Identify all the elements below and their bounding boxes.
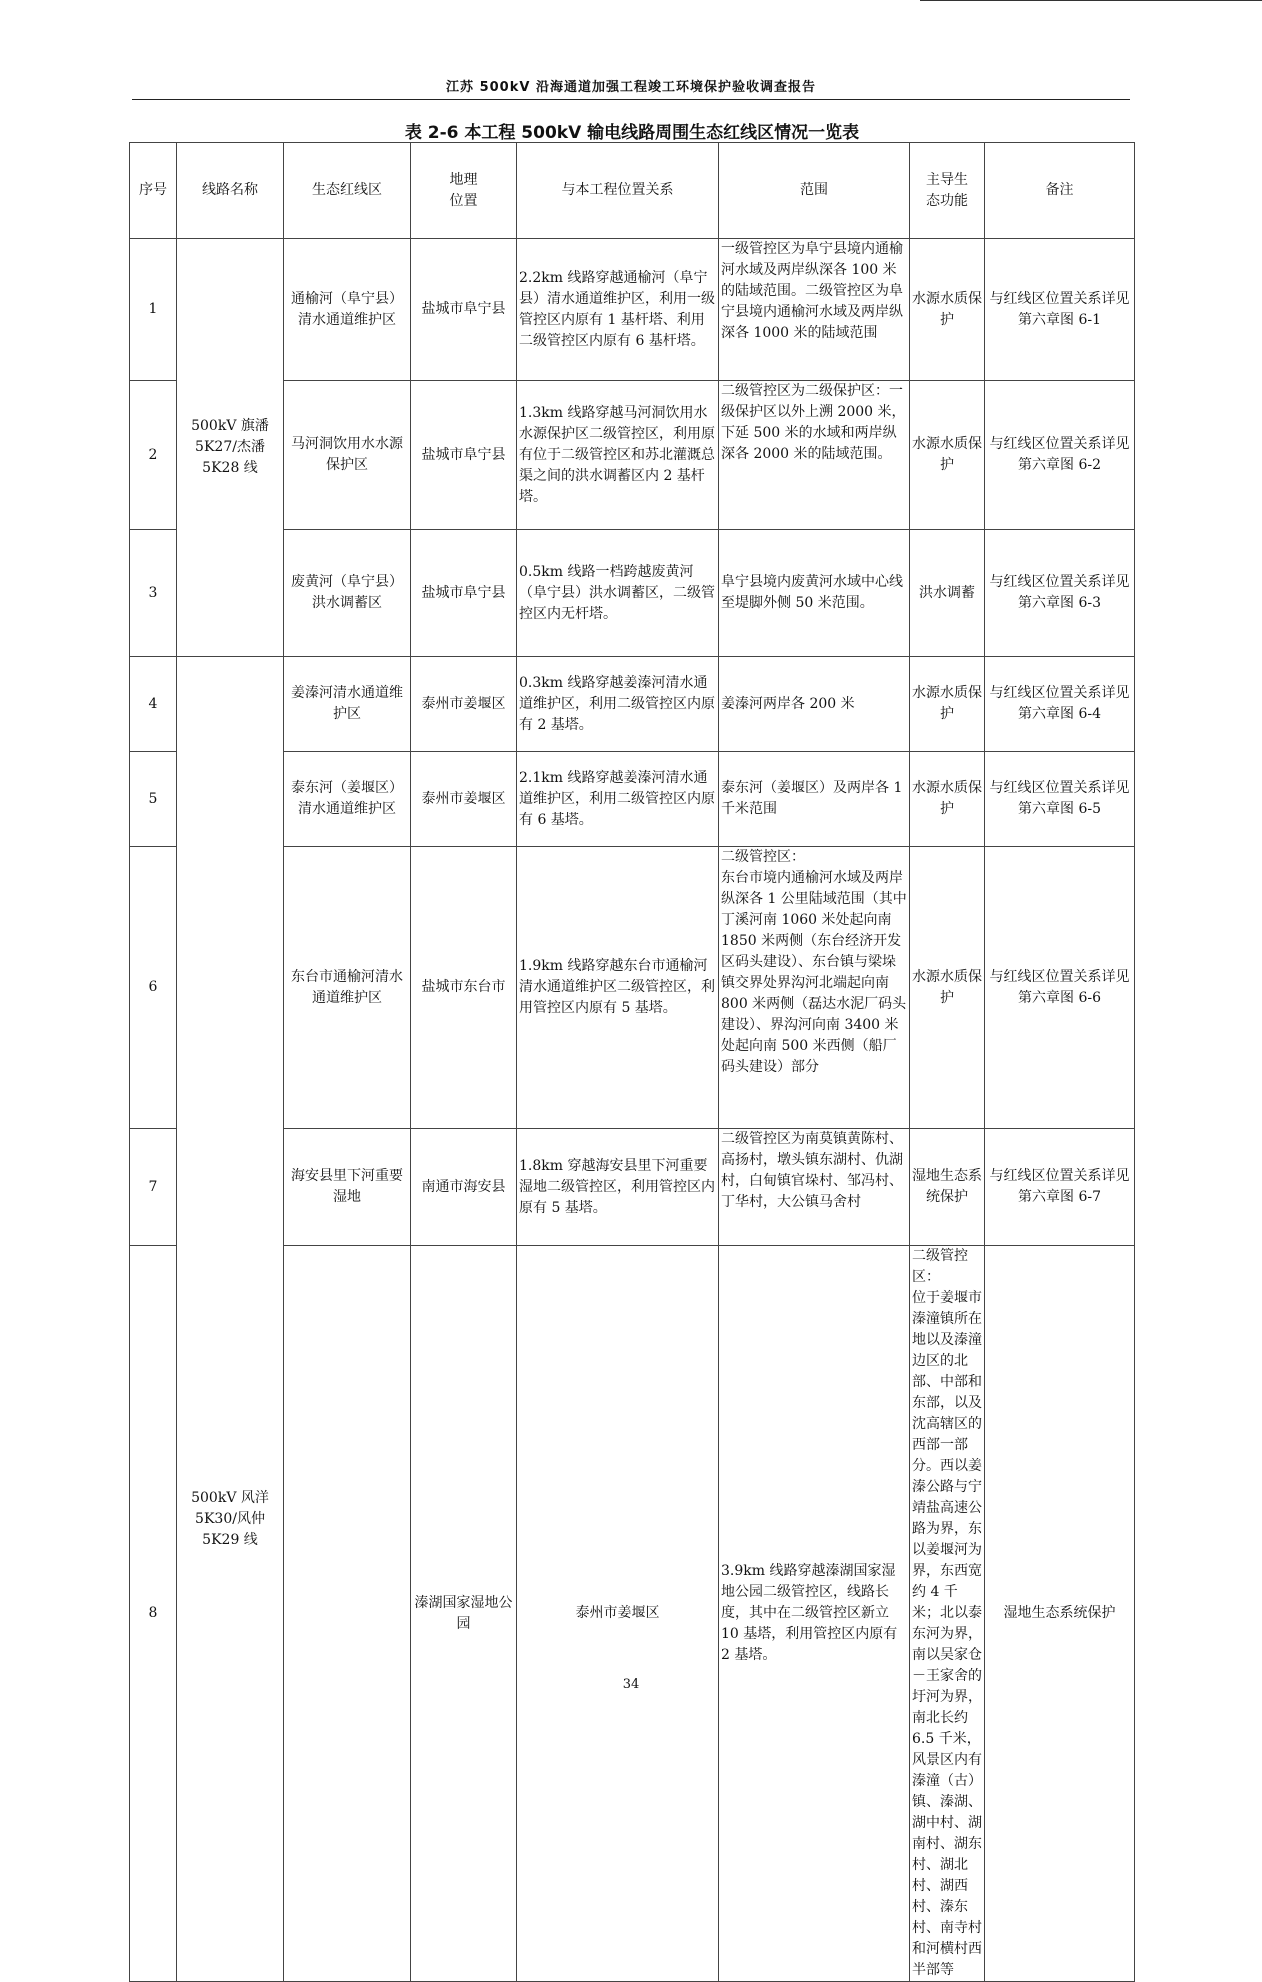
- cell-relation: 3.9km 线路穿越溱湖国家湿地公园二级管控区，线路长度，其中在二级管控区新立 10 基塔，利用管控区内原有 2 基塔。: [719, 1246, 910, 1982]
- cell-location: 盐城市阜宁县: [411, 530, 517, 657]
- cell-route-name: 500kV 风洋 5K30/风仲 5K29 线: [177, 657, 284, 1982]
- cell-relation: 2.2km 线路穿越通榆河（阜宁县）清水通道维护区，利用一级管控区内原有 1 基杆塔、利用二级管控区内原有 6 基杆塔。: [517, 239, 719, 381]
- column-header-location: 地理 位置: [411, 143, 517, 239]
- column-header-relation: 与本工程位置关系: [517, 143, 719, 239]
- column-header-no: 序号: [130, 143, 177, 239]
- cell-scope: 二级管控区： 位于姜堰市溱潼镇所在地以及溱潼边区的北部、中部和东部，以及沈高辖区的西部一部分。西以姜溱公路与宁靖盐高速公路为界，东以姜堰河为界，东西宽约 4 千米；北以泰东河为界，南以吴家仓－王家舍的圩河为界，南北长约 6.5 千米，风景区内有溱潼（古）镇、溱湖、湖中村、湖南村、湖东村、湖北村、湖西村、溱东村、南寺村和河横村西半部等: [910, 1246, 985, 1982]
- cell-remark: 与红线区位置关系详见第六章图 6-5: [985, 752, 1135, 847]
- cell-remark: 与红线区位置关系详见第六章图 6-1: [985, 239, 1135, 381]
- cell-scope: 泰东河（姜堰区）及两岸各 1 千米范围: [719, 752, 910, 847]
- cell-zone: 通榆河（阜宁县）清水通道维护区: [284, 239, 411, 381]
- cell-relation: 1.9km 线路穿越东台市通榆河清水通道维护区二级管控区，利用管控区内原有 5 基塔。: [517, 847, 719, 1129]
- cell-zone: 泰东河（姜堰区）清水通道维护区: [284, 752, 411, 847]
- cell-no: 6: [130, 847, 177, 1129]
- cell-relation: 0.5km 线路一档跨越废黄河（阜宁县）洪水调蓄区，二级管控区内无杆塔。: [517, 530, 719, 657]
- cell-function: 洪水调蓄: [910, 530, 985, 657]
- cell-zone: 溱湖国家湿地公园: [411, 1246, 517, 1982]
- cell-route-name-continued: [284, 1246, 411, 1982]
- cell-location: 盐城市阜宁县: [411, 239, 517, 381]
- column-header-remark: 备注: [985, 143, 1135, 239]
- column-header-route: 线路名称: [177, 143, 284, 239]
- cell-scope: 姜溱河两岸各 200 米: [719, 657, 910, 752]
- corner-rule: [920, 0, 1262, 1]
- cell-function: 水源水质保护: [910, 381, 985, 530]
- cell-remark: 与红线区位置关系详见第六章图 6-2: [985, 381, 1135, 530]
- report-header-title: 江苏 500kV 沿海通道加强工程竣工环境保护验收调查报告: [446, 80, 816, 95]
- cell-route-name: 500kV 旗潘 5K27/杰潘 5K28 线: [177, 239, 284, 657]
- cell-function: 水源水质保护: [910, 239, 985, 381]
- cell-remark: 与红线区位置关系详见第六章图 6-3: [985, 530, 1135, 657]
- cell-location: 泰州市姜堰区: [517, 1246, 719, 1982]
- cell-relation: 0.3km 线路穿越姜溱河清水通道维护区，利用二级管控区内原有 2 基塔。: [517, 657, 719, 752]
- cell-no: 8: [130, 1246, 177, 1982]
- cell-relation: 1.8km 穿越海安县里下河重要湿地二级管控区，利用管控区内原有 5 基塔。: [517, 1129, 719, 1246]
- table-header-row: [130, 143, 1135, 239]
- cell-zone: 马河洞饮用水水源保护区: [284, 381, 411, 530]
- cell-no: 7: [130, 1129, 177, 1246]
- cell-zone: 东台市通榆河清水通道维护区: [284, 847, 411, 1129]
- cell-remark: 与红线区位置关系详见第六章图 6-6: [985, 847, 1135, 1129]
- ecological-redline-table: [129, 142, 1134, 1982]
- cell-no: 3: [130, 530, 177, 657]
- cell-scope: 二级管控区为南莫镇黄陈村、高扬村，墩头镇东湖村、仇湖村，白甸镇官垛村、邹冯村、丁华村，大公镇马舍村: [719, 1129, 910, 1246]
- cell-remark: 与红线区位置关系详见第六章图 6-7: [985, 1129, 1135, 1246]
- cell-no: 5: [130, 752, 177, 847]
- header-rule: [132, 99, 1130, 100]
- column-header-function: 主导生 态功能: [910, 143, 985, 239]
- cell-no: 4: [130, 657, 177, 752]
- cell-zone: 废黄河（阜宁县）洪水调蓄区: [284, 530, 411, 657]
- cell-remark: 与红线区位置关系详见第六章图 6-4: [985, 657, 1135, 752]
- cell-location: 泰州市姜堰区: [411, 752, 517, 847]
- cell-function: 湿地生态系统保护: [910, 1129, 985, 1246]
- cell-function: 湿地生态系统保护: [985, 1246, 1135, 1982]
- cell-scope: 一级管控区为阜宁县境内通榆河水域及两岸纵深各 100 米的陆域范围。二级管控区为阜宁县境内通榆河水域及两岸纵深各 1000 米的陆域范围: [719, 239, 910, 381]
- cell-relation: 1.3km 线路穿越马河洞饮用水水源保护区二级管控区，利用原有位于二级管控区和苏北灌溉总渠之间的洪水调蓄区内 2 基杆塔。: [517, 381, 719, 530]
- cell-location: 南通市海安县: [411, 1129, 517, 1246]
- cell-location: 盐城市阜宁县: [411, 381, 517, 530]
- cell-function: 水源水质保护: [910, 752, 985, 847]
- cell-location: 盐城市东台市: [411, 847, 517, 1129]
- cell-zone: 海安县里下河重要湿地: [284, 1129, 411, 1246]
- cell-location: 泰州市姜堰区: [411, 657, 517, 752]
- cell-scope: 阜宁县境内废黄河水域中心线至堤脚外侧 50 米范围。: [719, 530, 910, 657]
- cell-function: 水源水质保护: [910, 847, 985, 1129]
- table-row: [130, 239, 1135, 381]
- cell-zone: 姜溱河清水通道维护区: [284, 657, 411, 752]
- table-caption: 表 2-6 本工程 500kV 输电线路周围生态红线区情况一览表: [404, 123, 860, 143]
- page-number: 34: [622, 1677, 640, 1692]
- column-header-scope: 范围: [719, 143, 910, 239]
- cell-no: 2: [130, 381, 177, 530]
- cell-function: 水源水质保护: [910, 657, 985, 752]
- table-row: [130, 657, 1135, 752]
- cell-relation: 2.1km 线路穿越姜溱河清水通道维护区，利用二级管控区内原有 6 基塔。: [517, 752, 719, 847]
- cell-scope: 二级管控区为二级保护区：一级保护区以外上溯 2000 米，下延 500 米的水域和两岸纵深各 2000 米的陆域范围。: [719, 381, 910, 530]
- cell-scope: 二级管控区： 东台市境内通榆河水域及两岸纵深各 1 公里陆域范围（其中丁溪河南 1060 米处起向南 1850 米两侧（东台经济开发区码头建设）、东台镇与梁垛镇交界处界沟河北端起向南 800 米两侧（磊达水泥厂码头建设）、界沟河向南 3400 米处起向南 500 米西侧（船厂码头建设）部分: [719, 847, 910, 1129]
- cell-no: 1: [130, 239, 177, 381]
- column-header-zone: 生态红线区: [284, 143, 411, 239]
